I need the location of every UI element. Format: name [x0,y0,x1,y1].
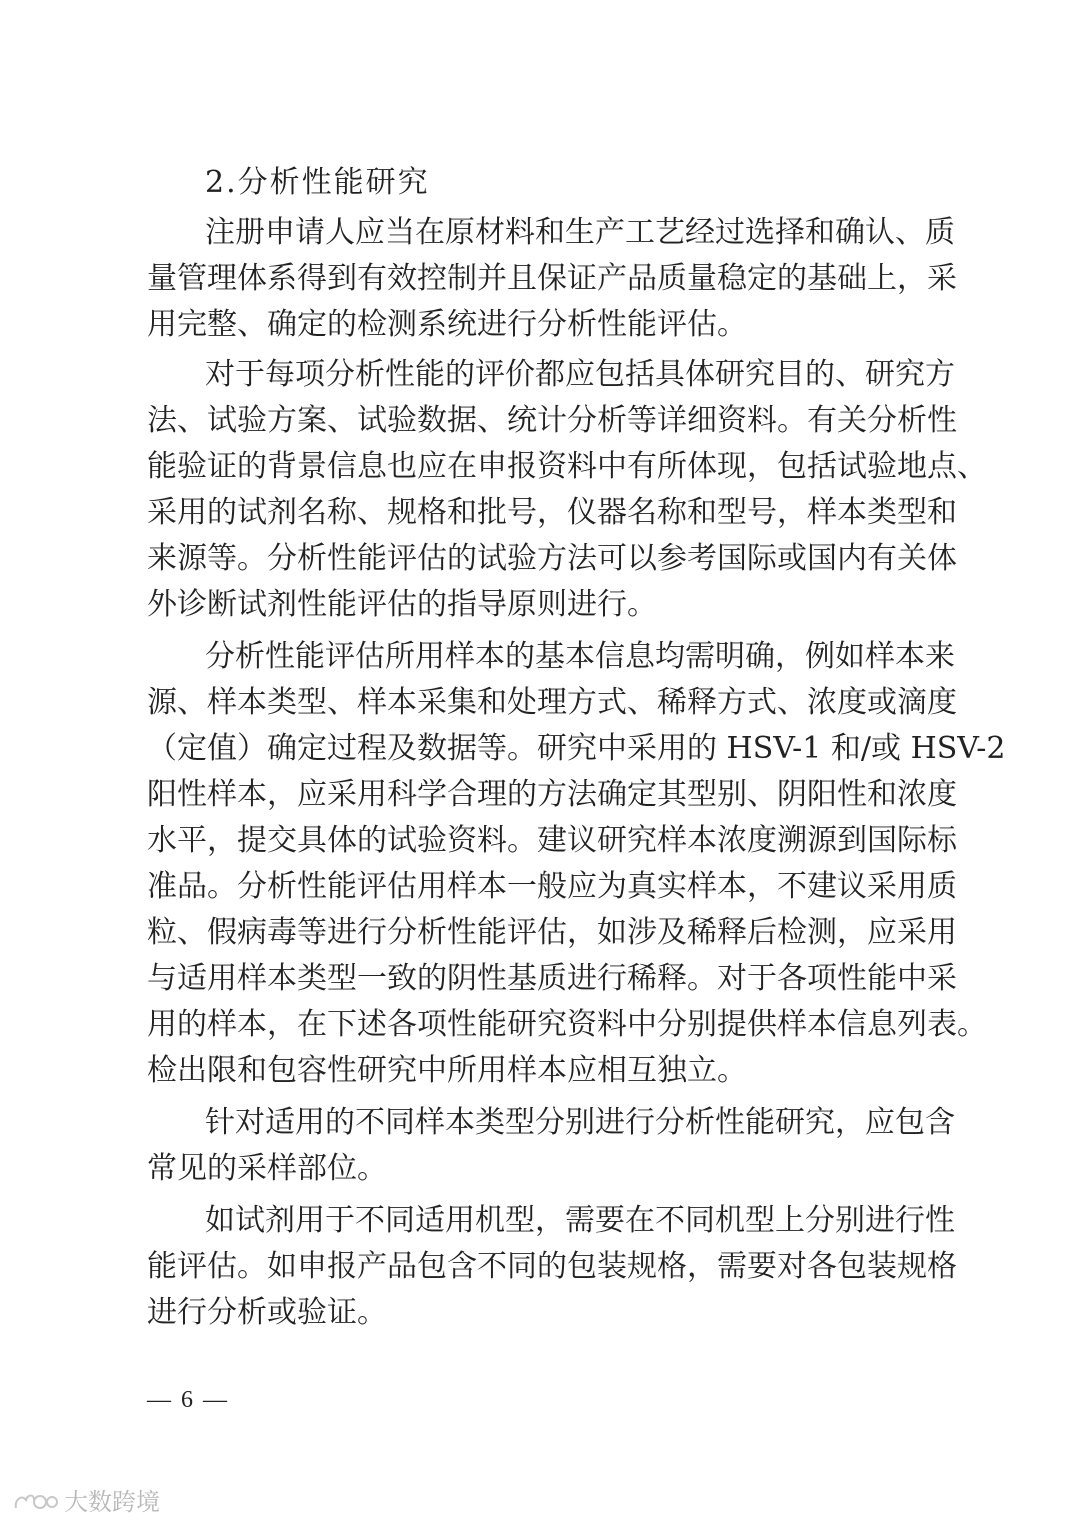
paragraph-3-line-7: 粒、假病毒等进行分析性能评估，如涉及稀释后检测，应采用 [147,915,957,950]
watermark-logo-icon [12,1488,58,1516]
paragraph-1-line-3: 用完整、确定的检测系统进行分析性能评估。 [147,307,747,342]
paragraph-2-line-4: 采用的试剂名称、规格和批号，仪器名称和型号，样本类型和 [147,495,957,530]
paragraph-2-line-6: 外诊断试剂性能评估的指导原则进行。 [147,587,657,622]
paragraph-2-line-1: 对于每项分析性能的评价都应包括具体研究目的、研究方 [205,357,955,392]
paragraph-4-line-1: 针对适用的不同样本类型分别进行分析性能研究，应包含 [205,1105,955,1140]
paragraph-5-line-1: 如试剂用于不同适用机型，需要在不同机型上分别进行性 [205,1203,955,1238]
paragraph-2-line-5: 来源等。分析性能评估的试验方法可以参考国际或国内有关体 [147,541,957,576]
watermark [12,1486,160,1518]
paragraph-3-line-9: 用的样本，在下述各项性能研究资料中分别提供样本信息列表。 [147,1007,987,1042]
paragraph-3-line-2: 源、样本类型、样本采集和处理方式、稀释方式、浓度或滴度 [147,685,957,720]
page-number: — 6 — [147,1387,229,1413]
paragraph-3-line-1: 分析性能评估所用样本的基本信息均需明确，例如样本来 [205,639,955,674]
paragraph-1-line-1: 注册申请人应当在原材料和生产工艺经过选择和确认、质 [205,215,955,250]
paragraph-2-line-2: 法、试验方案、试验数据、统计分析等详细资料。有关分析性 [147,403,957,438]
paragraph-4-line-2: 常见的采样部位。 [147,1151,387,1186]
paragraph-2-line-3: 能验证的背景信息也应在申报资料中有所体现，包括试验地点、 [147,449,987,484]
section-title: 2.分析性能研究 [205,165,430,200]
paragraph-1-line-2: 量管理体系得到有效控制并且保证产品质量稳定的基础上，采 [147,261,957,296]
watermark-text: 大数跨境 [64,1488,160,1516]
paragraph-3-line-8: 与适用样本类型一致的阴性基质进行稀释。对于各项性能中采 [147,961,957,996]
paragraph-3-line-10: 检出限和包容性研究中所用样本应相互独立。 [147,1053,747,1088]
paragraph-3-line-6: 准品。分析性能评估用样本一般应为真实样本，不建议采用质 [147,869,957,904]
paragraph-5-line-2: 能评估。如申报产品包含不同的包装规格，需要对各包装规格 [147,1249,957,1284]
paragraph-3-line-5: 水平，提交具体的试验资料。建议研究样本浓度溯源到国际标 [147,823,957,858]
paragraph-3-line-3: （定值）确定过程及数据等。研究中采用的 HSV-1 和/或 HSV-2 [147,731,1006,766]
paragraph-3-line-4: 阳性样本，应采用科学合理的方法确定其型别、阴阳性和浓度 [147,777,957,812]
paragraph-5-line-3: 进行分析或验证。 [147,1295,387,1330]
